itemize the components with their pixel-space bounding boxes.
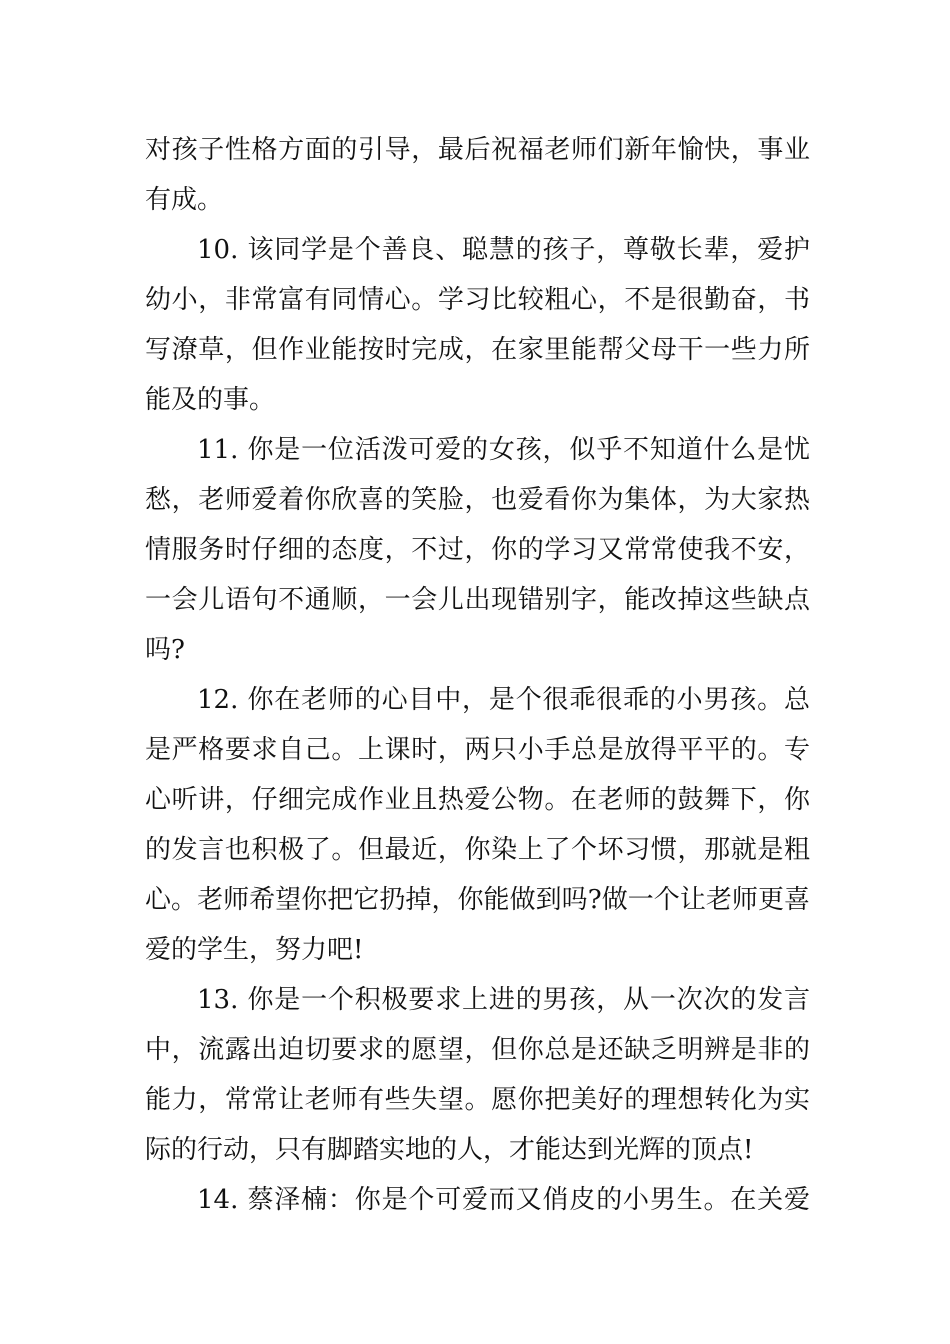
paragraph-13-first-line: 13. 你是一个积极要求上进的男孩，从一次次的发言 <box>197 985 810 1015</box>
text-line: 心听讲，仔细完成作业且热爱公物。在老师的鼓舞下，你 <box>145 785 810 815</box>
text-line: 能及的事。 <box>145 385 276 415</box>
text-line: 的发言也积极了。但最近，你染上了个坏习惯，那就是粗 <box>145 835 810 865</box>
text-line: 情服务时仔细的态度，不过，你的学习又常常使我不安， <box>145 535 810 565</box>
text-line: 是严格要求自己。上课时，两只小手总是放得平平的。专 <box>145 735 810 765</box>
text-line: 一会儿语句不通顺，一会儿出现错别字，能改掉这些缺点 <box>145 585 810 615</box>
text-line: 吗? <box>145 635 185 665</box>
paragraph-10-first-line: 10. 该同学是个善良、聪慧的孩子，尊敬长辈，爱护 <box>197 235 810 265</box>
text-line: 心。老师希望你把它扔掉，你能做到吗?做一个让老师更喜 <box>145 885 810 915</box>
text-line: 对孩子性格方面的引导，最后祝福老师们新年愉快，事业 <box>145 135 810 165</box>
paragraph-12-first-line: 12. 你在老师的心目中，是个很乖很乖的小男孩。总 <box>197 685 810 715</box>
paragraph-11-first-line: 11. 你是一位活泼可爱的女孩，似乎不知道什么是忧 <box>197 435 810 465</box>
text-line: 愁，老师爱着你欣喜的笑脸，也爱看你为集体，为大家热 <box>145 485 810 515</box>
text-line: 中，流露出迫切要求的愿望，但你总是还缺乏明辨是非的 <box>145 1035 810 1065</box>
text-line: 爱的学生，努力吧! <box>145 935 364 965</box>
text-line: 写潦草，但作业能按时完成，在家里能帮父母干一些力所 <box>145 335 810 365</box>
text-line: 有成。 <box>145 185 224 215</box>
text-line: 幼小，非常富有同情心。学习比较粗心，不是很勤奋，书 <box>145 285 810 315</box>
text-line: 能力，常常让老师有些失望。愿你把美好的理想转化为实 <box>145 1085 810 1115</box>
paragraph-14-first-line: 14. 蔡泽楠：你是个可爱而又俏皮的小男生。在关爱 <box>197 1185 810 1215</box>
text-line: 际的行动，只有脚踏实地的人，才能达到光辉的顶点! <box>145 1135 754 1165</box>
